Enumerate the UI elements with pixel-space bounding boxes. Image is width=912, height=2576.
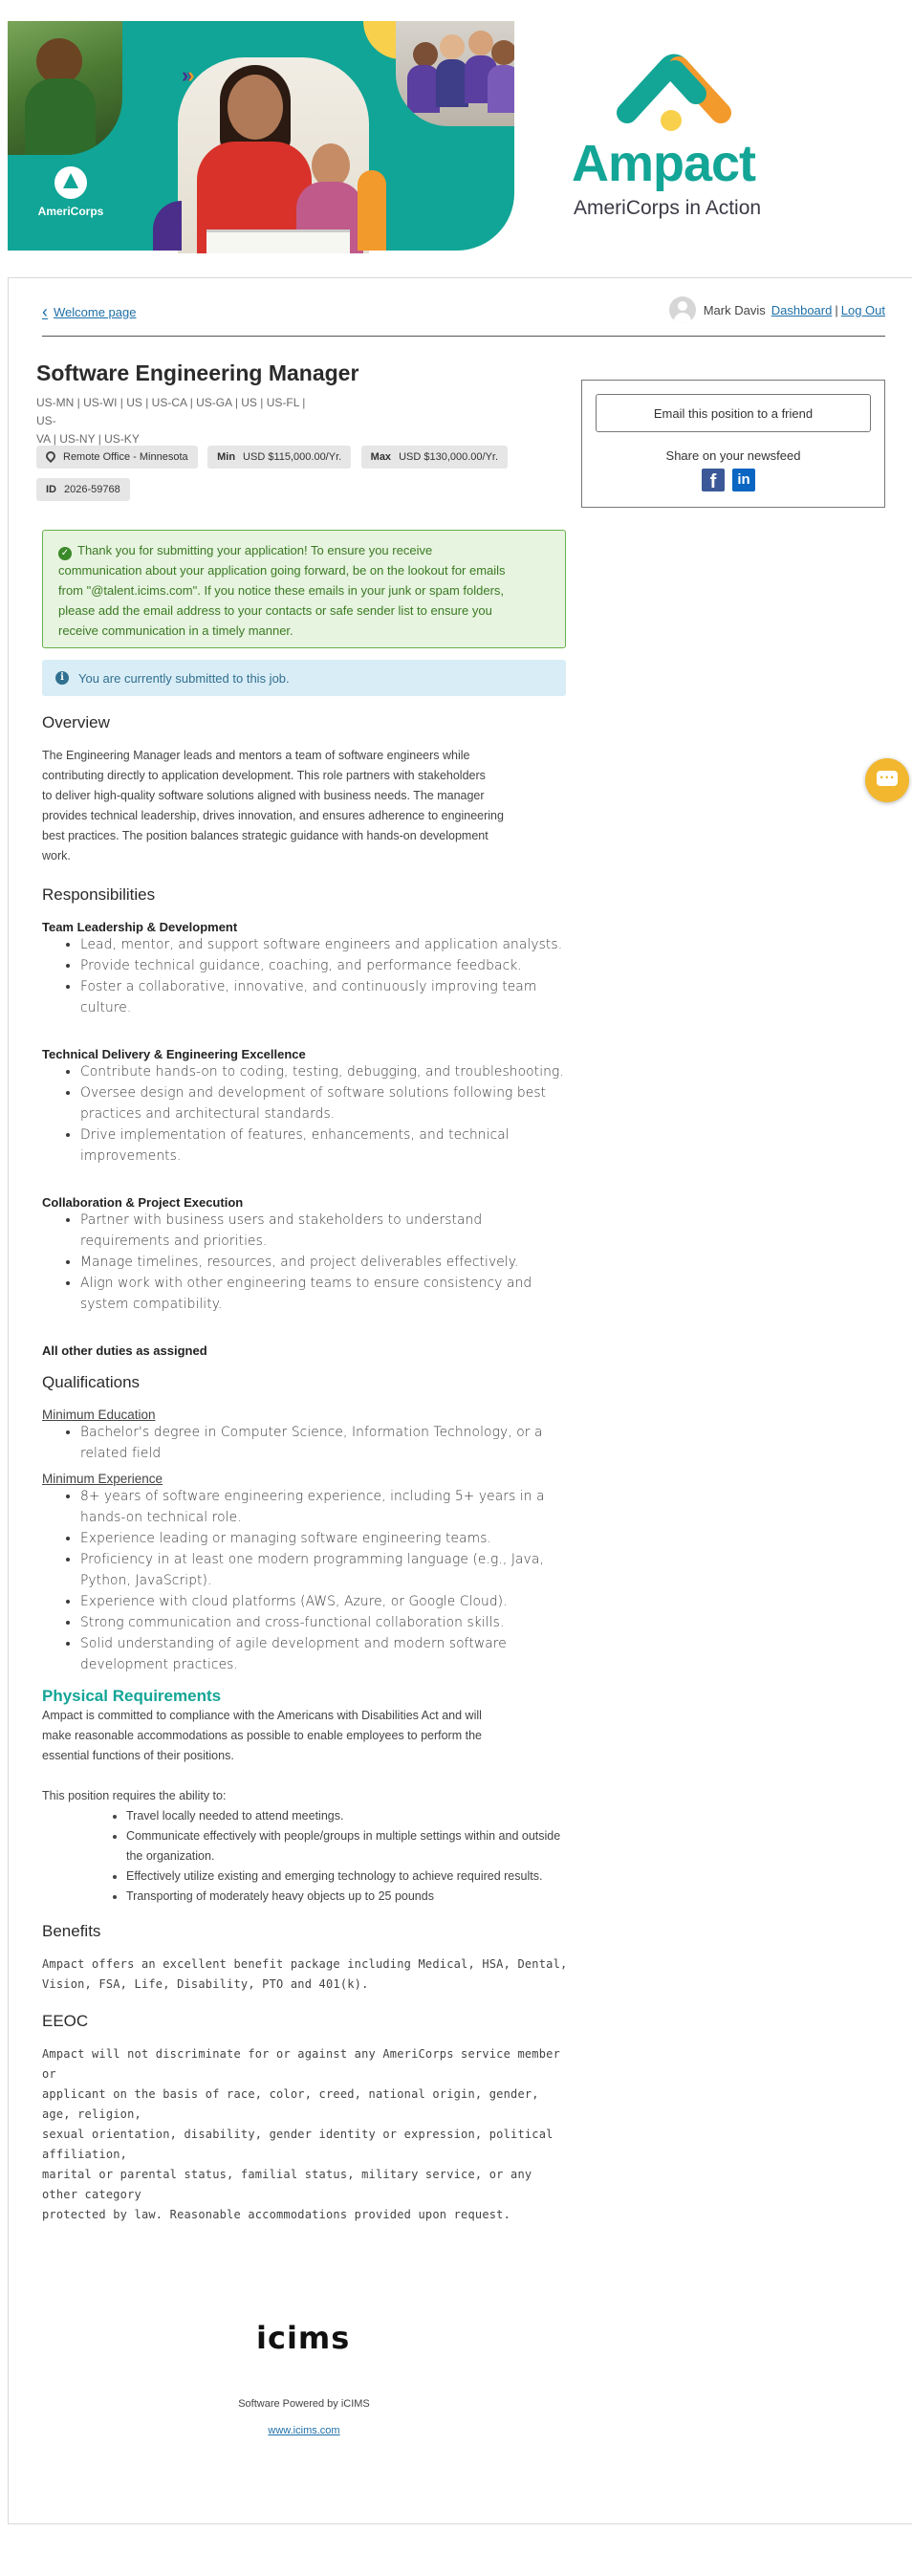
application-success-alert: ✓ Thank you for submitting your application! To ensure you receive communication about your application going forward, be on the lookout for emails from "@talent.icims.com". If you notice these emails in your junk or spam folders, please add the email address to your contacts or safe sender list to ensure you receive communication in a timely manner. bbox=[42, 530, 566, 648]
banner-photo-volunteer bbox=[8, 21, 122, 155]
separator: | bbox=[835, 302, 838, 317]
list-item: • Drive implementation of features, enhancements, and technical improvements. bbox=[80, 1124, 568, 1167]
list-item: • Travel locally needed to attend meetings. bbox=[126, 1806, 568, 1826]
education-list bbox=[42, 1422, 568, 1464]
map-pin-icon bbox=[46, 451, 55, 463]
job-id-tag: ID 2026-59768 bbox=[36, 478, 130, 501]
portal-header bbox=[42, 296, 885, 337]
banner-photo-group bbox=[396, 21, 514, 126]
other-duties: All other duties as assigned bbox=[42, 1343, 207, 1358]
job-description bbox=[42, 708, 568, 2225]
list-item: • Provide technical guidance, coaching, and performance feedback. bbox=[80, 955, 568, 976]
ampact-wordmark: Ampact bbox=[572, 135, 756, 192]
physical-requirements-heading: Physical Requirements bbox=[42, 1687, 222, 1705]
benefits-heading: Benefits bbox=[42, 1922, 101, 1940]
icims-logo: icims bbox=[256, 2320, 351, 2356]
info-icon: i bbox=[55, 671, 69, 685]
dashboard-link[interactable]: Dashboard bbox=[771, 302, 833, 317]
physical-requirements-text: Ampact is committed to compliance with the Americans with Disabilities Act and will make reasonable accommodations as possible to enable employees to perform the essential functions of their positions. bbox=[42, 1709, 482, 1762]
resp-group-list bbox=[42, 934, 568, 1018]
resp-group-title: Team Leadership & Development bbox=[42, 920, 238, 934]
banner-photo-tutoring bbox=[178, 57, 369, 253]
resp-group-list bbox=[42, 1210, 568, 1315]
ampact-logo-icon bbox=[614, 54, 734, 136]
share-newsfeed-label: Share on your newsfeed bbox=[665, 448, 801, 463]
americorps-a-icon bbox=[54, 166, 87, 199]
americorps-logo: AmeriCorps bbox=[33, 166, 109, 218]
min-experience-label: Minimum Experience bbox=[42, 1472, 163, 1486]
banner-shape-orange bbox=[358, 170, 386, 251]
resp-group-title: Technical Delivery & Engineering Excellence bbox=[42, 1047, 306, 1061]
list-item: • 8+ years of software engineering experience, including 5+ years in a hands-on technical role. bbox=[80, 1486, 568, 1528]
user-menu bbox=[669, 296, 885, 323]
chevron-left-icon: ‹ bbox=[42, 302, 48, 321]
powered-by-text: Software Powered by iCIMS bbox=[238, 2398, 370, 2410]
physical-list bbox=[42, 1806, 568, 1907]
email-to-friend-button[interactable]: Email this position to a friend bbox=[596, 394, 871, 432]
list-item: • Experience leading or managing software engineering teams. bbox=[80, 1528, 568, 1549]
min-education-label: Minimum Education bbox=[42, 1408, 156, 1422]
welcome-page-link[interactable]: ‹ Welcome page bbox=[42, 302, 137, 321]
list-item: • Experience with cloud platforms (AWS, Azure, or Google Cloud). bbox=[80, 1591, 568, 1612]
ampact-tagline: AmeriCorps in Action bbox=[574, 197, 762, 219]
list-item: • Communicate effectively with people/groups in multiple settings within and outside the organization. bbox=[126, 1826, 568, 1867]
responsibilities-heading: Responsibilities bbox=[42, 885, 156, 904]
submitted-info-alert: i You are currently submitted to this job. bbox=[42, 660, 566, 696]
min-salary-tag: Min USD $115,000.00/Yr. bbox=[207, 446, 351, 469]
list-item: • Strong communication and cross-functional collaboration skills. bbox=[80, 1612, 568, 1633]
list-item: • Effectively utilize existing and emerging technology to achieve required results. bbox=[126, 1867, 568, 1887]
list-item: • Transporting of moderately heavy objects up to 25 pounds bbox=[126, 1887, 568, 1907]
avatar bbox=[669, 296, 696, 323]
eeoc-heading: EEOC bbox=[42, 2012, 89, 2030]
max-salary-tag: Max USD $130,000.00/Yr. bbox=[361, 446, 508, 469]
linkedin-icon[interactable]: in bbox=[732, 469, 755, 491]
facebook-icon[interactable]: f bbox=[702, 469, 725, 491]
benefits-text: Ampact offers an excellent benefit package including Medical, HSA, Dental, Vision, FSA, Life, Disability, PTO and 401(k). bbox=[42, 1957, 568, 1991]
overview-text: The Engineering Manager leads and mentors a team of software engineers while contributing directly to application development. This role partners with stakeholders to deliver high-quality software solutions aligned with business needs. The manager provides technical leadership, drives innovation, and ensures adherence to engineering best practices. The position balances strategic guidance with hands-on development work. bbox=[42, 749, 504, 862]
list-item: • Partner with business users and stakeholders to understand requirements and priorities. bbox=[80, 1210, 568, 1252]
job-tags bbox=[36, 446, 572, 511]
share-panel bbox=[581, 380, 885, 508]
list-item: • Lead, mentor, and support software engineers and application analysts. bbox=[80, 934, 568, 955]
chat-icon[interactable] bbox=[865, 758, 909, 802]
list-item: • Align work with other engineering teams to ensure consistency and system compatibility. bbox=[80, 1273, 568, 1315]
banner bbox=[0, 0, 912, 260]
job-title: Software Engineering Manager bbox=[36, 360, 359, 385]
icims-website-link[interactable]: www.icims.com bbox=[268, 2425, 340, 2436]
list-item: • Contribute hands-on to coding, testing, debugging, and troubleshooting. bbox=[80, 1061, 568, 1082]
resp-group-list bbox=[42, 1061, 568, 1167]
experience-list bbox=[42, 1486, 568, 1675]
remote-location-tag: Remote Office - Minnesota bbox=[36, 446, 198, 469]
resp-group-title: Collaboration & Project Execution bbox=[42, 1195, 244, 1210]
check-circle-icon: ✓ bbox=[58, 547, 72, 560]
logout-link[interactable]: Log Out bbox=[840, 302, 885, 317]
list-item: • Bachelor's degree in Computer Science, Information Technology, or a related field bbox=[80, 1422, 568, 1464]
user-name: Mark Davis bbox=[703, 302, 766, 317]
chevrons-icon: »› bbox=[182, 63, 189, 87]
overview-heading: Overview bbox=[42, 713, 110, 731]
physical-intro: This position requires the ability to: bbox=[42, 1789, 227, 1802]
eeoc-text: Ampact will not discriminate for or against any AmeriCorps service member or applicant on the basis of race, color, creed, national origin, gender, age, religion, sexual orientation, disability, gender identity or expression, political affiliation, marital or parental status, familial status, military service, or any other category protected by law. Reasonable accommodations provided upon request. bbox=[42, 2047, 560, 2221]
list-item: • Oversee design and development of software solutions following best practices and architectural standards. bbox=[80, 1082, 568, 1124]
list-item: • Foster a collaborative, innovative, and continuously improving team culture. bbox=[80, 976, 568, 1018]
list-item: • Proficiency in at least one modern programming language (e.g., Java, Python, JavaScript). bbox=[80, 1549, 568, 1591]
list-item: • Solid understanding of agile development and modern software development practices. bbox=[80, 1633, 568, 1675]
job-locations: US-MN | US-WI | US | US-CA | US-GA | US | US-FL | US- VA | US-NY | US-KY bbox=[36, 396, 306, 446]
qualifications-heading: Qualifications bbox=[42, 1373, 141, 1391]
list-item: • Manage timelines, resources, and project deliverables effectively. bbox=[80, 1252, 568, 1273]
